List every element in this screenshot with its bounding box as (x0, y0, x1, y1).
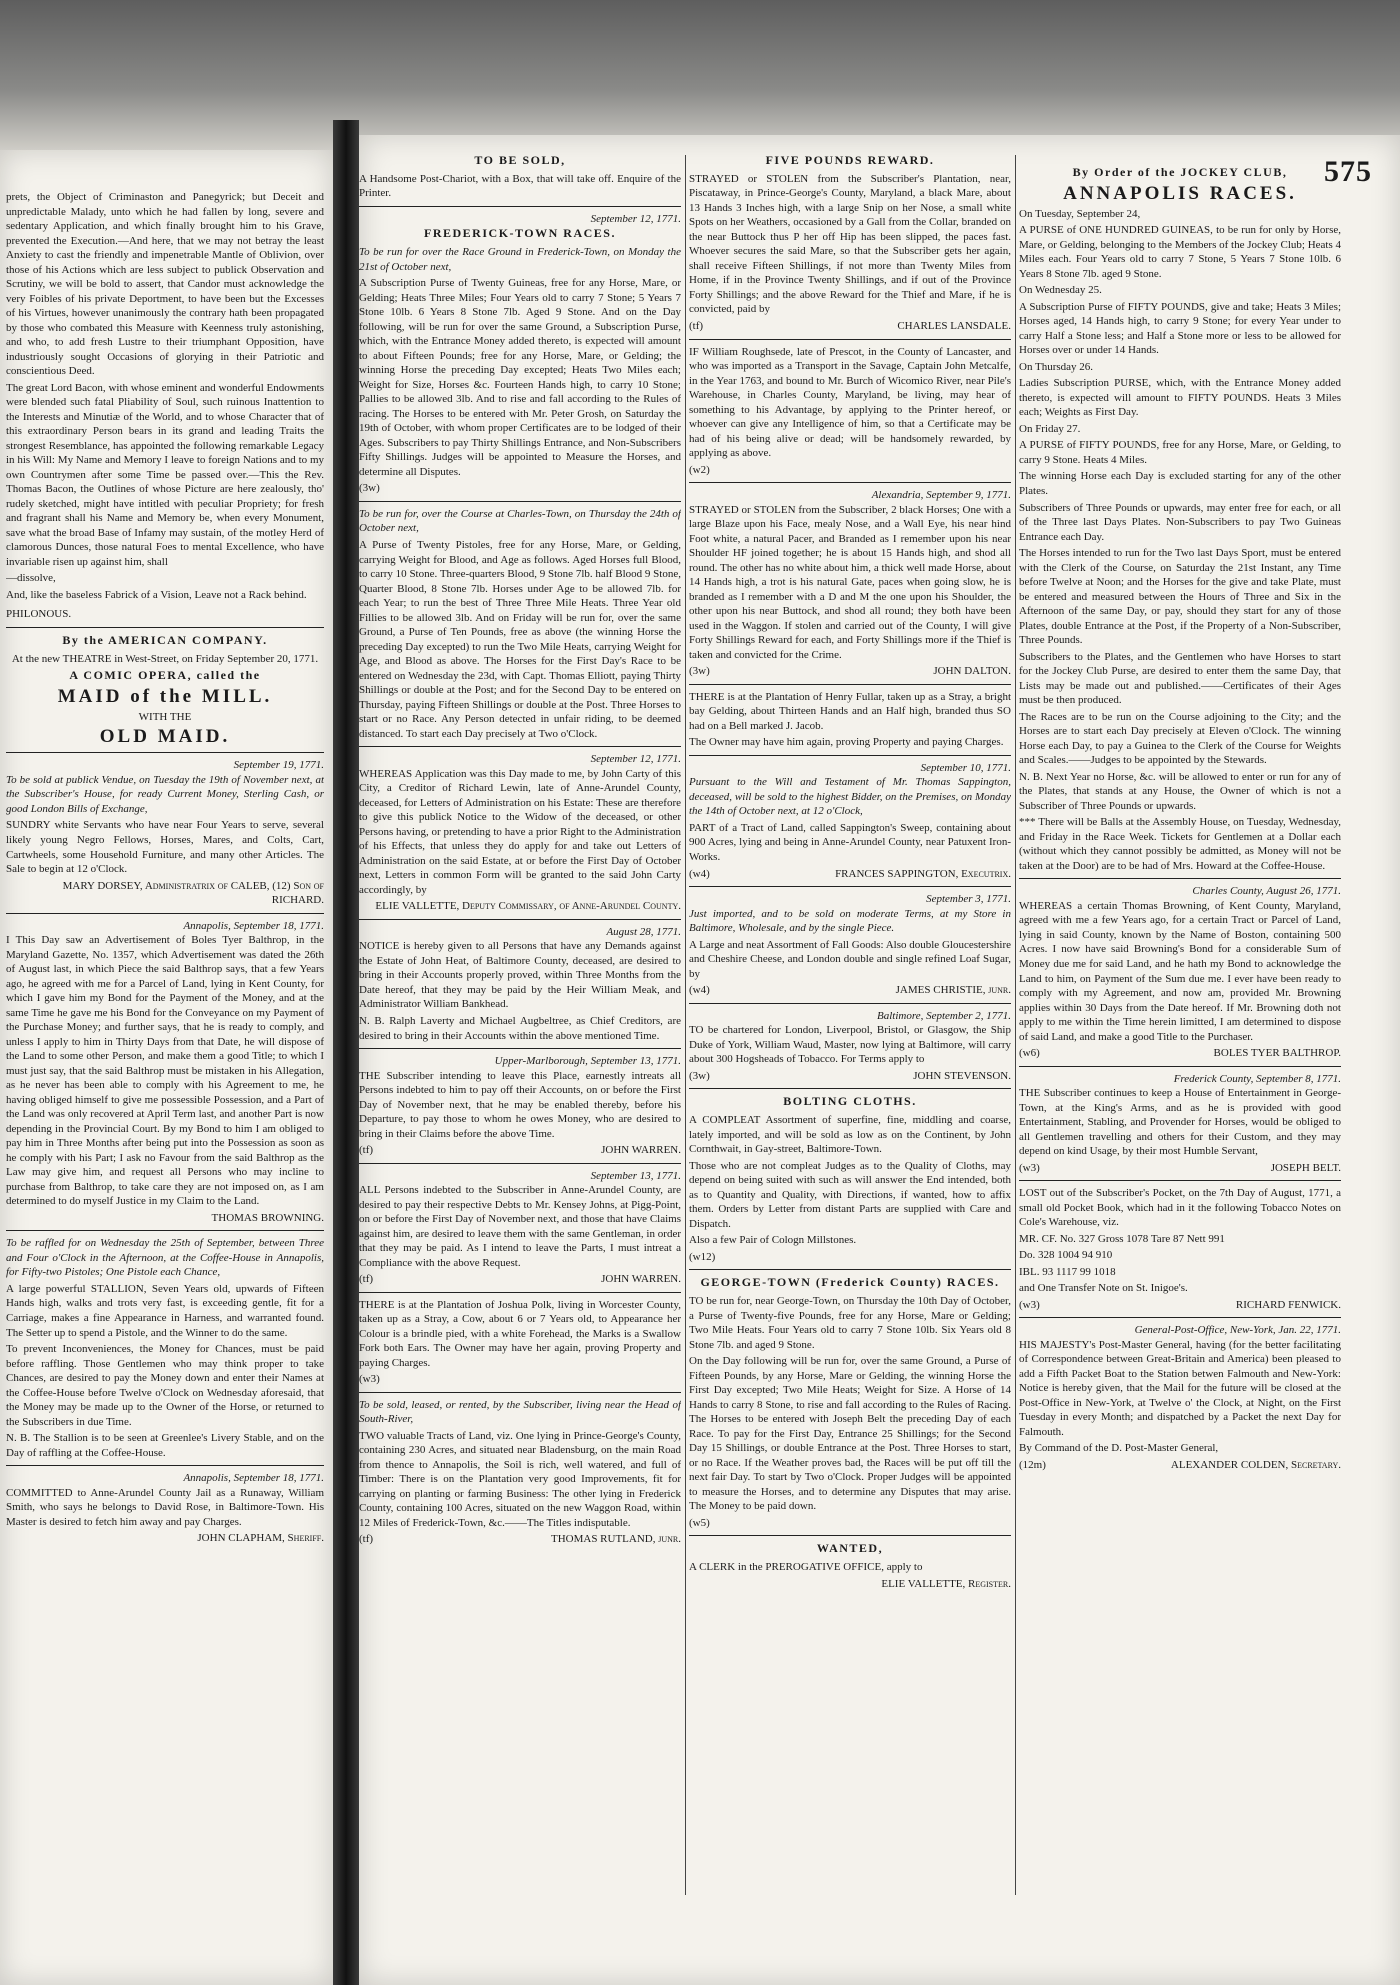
ad-paragraph: Subscribers to the Plates, and the Gentlemen who have Horses to start for the Jockey Club Purse, are desired to enter them the same Day, that Lists may be made out and published.——Certificates of their Ages must be then produced. (1019, 650, 1341, 707)
ad-signature: ELIE VALLETTE, Deputy Commissary, of Anne-Arundel County. (375, 900, 681, 913)
ad-paragraph: MR. CF. No. 327 Gross 1078 Tare 87 Nett 991 (1019, 1232, 1225, 1245)
ad-heading: TO BE SOLD, (474, 153, 566, 167)
separator-rule (689, 1088, 1011, 1089)
separator-rule (359, 1392, 681, 1393)
ad-paragraph: WHEREAS Application was this Day made to me, by John Carty of this City, a Creditor of Richard Lewin, late of Anne-Arundel County, deceased, for Letters of Administration on his Estate: These are therefore to give this publick Notice to the Widow of the deceased, or other Persons having, or pretending to have a prior Right to the Administration of his Effects, that unless they do apply for and take out Letters of Administration on the said Estate, at or before the First Day of October next, Letters in common Form will be granted to the said John Carty accordingly, by (359, 767, 681, 896)
ad-paragraph: A Subscription Purse of Twenty Guineas, free for any Horse, Mare, or Gelding; Heats Three Miles; Four Years old to carry 7 Stone; 5 Years 7 Stone 10lb. 6 Years 8 Stone 7lb. Aged 9 Stone. And on the Day following, will be run for over the same Ground, a Subscription Purse, which, with the Entrance Money added thereto, is expected will amount to about Fifteen Pounds; free for any Horse, Mare, or Gelding; the winning Horse the preceding Day excepted; Heats Two Miles each; Weight for Size, Horses &c. Fourteen Hands high, to carry 10 Stone; Pallies to be allowed 3lb. And to rise and fall according to the Rules of racing. The Horses to be entered with Mr. Peter Grosh, on Saturday the 19th of October, with whom proper Certificates are to be lodged of their Ages. Subscribers to pay Thirty Shillings Entrance, and Non-Subscribers Fifty Shillings. Judges will be appointed to Measure the Horses, and determine all Disputes. (359, 277, 681, 478)
ad-footer (359, 899, 681, 914)
ad-tag: (tf) (689, 319, 704, 332)
advertisement (359, 212, 681, 496)
ad-signature: JOHN WARREN. (601, 1144, 681, 1157)
advertisement (689, 345, 1011, 478)
separator-rule (689, 339, 1011, 340)
separator-rule (359, 746, 681, 747)
ad-tag: (w3) (1019, 1298, 1040, 1311)
advertisement (359, 1169, 681, 1287)
ad-footer (689, 1577, 1011, 1592)
ad-footer (6, 1211, 324, 1226)
ad-paragraph: Do. 328 1004 94 910 (1019, 1249, 1113, 1262)
ad-paragraph: A large powerful STALLION, Seven Years old, upwards of Fifteen Hands high, walks and trots very fast, is exceeding gentle, fit for a Carriage, makes a fine Appearance in Harness, and warranted found. The Setter up to spend a Pistole, and the Winner to do the same. (6, 1282, 324, 1339)
separator-rule (359, 1048, 681, 1049)
ad-date: September 3, 1771. (926, 893, 1011, 906)
ad-paragraph: PART of a Tract of Land, called Sappington's Sweep, containing about 900 Acres, lying and being in Anne-Arundel County, near Patuxent Iron-Works. (689, 821, 1011, 863)
advertisement (6, 1236, 324, 1460)
ad-date: September 12, 1771. (590, 212, 681, 225)
ad-footer (6, 1531, 324, 1546)
ad-footer (689, 1516, 1011, 1531)
advertisement (359, 1398, 681, 1547)
theatre-comic: A COMIC OPERA, called the (69, 668, 261, 683)
separator-rule (359, 1163, 681, 1164)
ad-tag: (w2) (689, 463, 710, 476)
ad-paragraph: SUNDRY white Servants who have near Four Years to serve, several likely young Negro Fellows, Horses, Mares, and Colts, Cart, Cartwheels, some Household Furniture, and many other Articles. The Sale to begin at 12 o'Clock. (6, 819, 324, 876)
separator-rule (359, 1292, 681, 1293)
essay-text (6, 190, 324, 602)
advertisement (689, 1541, 1011, 1591)
advertisement (6, 758, 324, 907)
paragraph: prets, the Object of Criminaston and Panegyrick; but Deceit and unpredictable Malady, unto which he had fallen by long, severe and sedentary Application, and which finally brought him to his Grave, prevented the Execution.—And here, that we may not betray the least Anxiety to cast the friendly and impenetrable Mantle of Oblivion, over those of his Actions which are less subject to publick Observation and Scrutiny, we will be bold to assert, that Candor must acknowledge the very Foibles of his private Deportment, to have been but the Excesses of his Virtues, however unanimously the contrary hath been propagated by those who combated this Measure with Keenness truly astonishing, and who, to add fresh Lustre to their triumphant Opposition, have industriously sought Occasions of glorying in their Patriotic and conscientious Deed. (6, 191, 324, 378)
ad-footer (689, 1250, 1011, 1265)
ad-tag: (w4) (689, 867, 710, 880)
ad-paragraph: IF William Roughsede, late of Prescot, in the County of Lancaster, and who was imported as a Transport in the Savage, Captain John Metcalfe, in the Year 1763, and bound to Mr. Burch of Wicomico River, near Pile's Warehouse, in Charles County, Maryland, be living, may hear of something to his Advantage, by applying to the Printer hereof, or whoever can give any Intelligence of him, so that a Certificate may be had of his being alive or dead; will be handsomely rewarded, by applying as above. (689, 345, 1011, 460)
ad-date: Upper-Marlborough, September 13, 1771. (494, 1055, 681, 1068)
advertisement (359, 925, 681, 1043)
ad-paragraph: THERE is at the Plantation of Joshua Polk, living in Worcester County, taken up as a Stray, a Cow, about 6 or 7 Years old, to Appearance her Colour is a brindle pied, with a white Forehead, the Marks is a Swallow Fork both Ears. The Owner may have her again, proving Property and paying Charges. (359, 1298, 681, 1369)
theatre-title-2: OLD MAID. (99, 725, 231, 747)
separator-rule (689, 482, 1011, 483)
separator-rule (1019, 878, 1341, 879)
ad-paragraph: Subscribers of Three Pounds or upwards, may enter free for each, or all of the Three last Days Plates. Non-Subscribers to pay Two Guineas Entrance each Day. (1019, 501, 1341, 543)
ad-tag: (tf) (359, 1533, 374, 1546)
right-page (359, 135, 1400, 1985)
ad-tag: (3w) (689, 1069, 710, 1082)
ad-paragraph: TO be run for, near George-Town, on Thursday the 10th Day of October, a Purse of Twenty-five Pounds, free for any Horse, Mare or Gelding; Two Mile Heats. Four Years old to carry 7 Stone 10lb. Six Years old 8 Stone 7lb. and aged 9 Stone. (689, 1295, 1011, 1351)
advertisement (6, 1471, 324, 1546)
separator-rule (689, 1535, 1011, 1536)
ad-paragraph: N. B. Next Year no Horse, &c. will be allowed to enter or run for any of the Plates, that stands at any House, the Owner of which is not a Subscriber of Three Pounds or upwards. (1019, 770, 1341, 812)
ad-tag: (w3) (359, 1373, 380, 1386)
paragraph: The great Lord Bacon, with whose eminent and wonderful Endowments were blended such fatal Pliability of Soul, such ruinous Inattention to the Interests and Minutiæ of the World, and to whose Character that of this extraordinary Person bears in its grand and leading Traits the strongest Resemblance, has appointed the following remarkable Legacy in his Will: My Name and Memory I leave to foreign Nations and to my own Countrymen after some Time be passed over.—This the Rev. Thomas Bacon, the Outlines of whose Picture are here zealously, tho' rudely sketched, might have intitled with peculiar Propriety; for fresh and fragrant shall his Name and Memory be, when every Monument, save what the broad Base of Infamy may sustain, of the motley Herd of clamorous Dunces, those natural Foes to mental Excellence, who have invariable risen up against him, shall (6, 381, 324, 568)
ad-footer (1019, 1298, 1341, 1313)
ad-tag: (w12) (689, 1250, 716, 1263)
ad-paragraph: On Wednesday 25. (1019, 284, 1102, 297)
ad-footer (359, 481, 681, 496)
ad-paragraph: To prevent Inconveniences, the Money for Chances, must be paid before raffling. Those Gentlemen who may think proper to take Chances, are desired to pay the Money down and enter their Names at the Coffee-House before Twelve o'Clock on Wednesday aforesaid, that the Money may be made up to the Owner of the Horse, or returned to the Subscribers in due Time. (6, 1343, 324, 1428)
ad-signature: FRANCES SAPPINGTON, Executrix. (835, 867, 1011, 880)
ad-paragraph: NOTICE is hereby given to all Persons that have any Demands against the Estate of John Heat, of Baltimore County, deceased, are desired to bring in their Accounts properly proved, within Three Months from the Date hereof, that they may be paid by the Heir William Meak, and Administrator William Bankhead. (359, 940, 681, 1011)
ad-paragraph: N. B. The Stallion is to be seen at Greenlee's Livery Stable, and on the Day of raffling at the Coffee-House. (6, 1432, 324, 1459)
ad-date: Annapolis, September 18, 1771. (183, 1472, 324, 1485)
ad-footer (1019, 1046, 1341, 1061)
advertisement (689, 1009, 1011, 1084)
advertisement (1019, 884, 1341, 1060)
ad-tag: (tf) (359, 1273, 374, 1286)
paragraph: —dissolve, (6, 572, 56, 585)
ad-date: Baltimore, September 2, 1771. (876, 1009, 1011, 1022)
ad-signature: JOSEPH BELT. (1270, 1161, 1341, 1174)
left-page-column (6, 190, 324, 1950)
ad-paragraph: THE Subscriber intending to leave this Place, earnestly intreats all Persons indebted to him to pay off their Accounts, on or before the First Day of November next, that he may be enabled thereby, before his Departure, to pay those to whom he owes Money, who are desired to bring in their Claims before the above Time. (359, 1069, 681, 1140)
ad-paragraph: A PURSE of FIFTY POUNDS, free for any Horse, Mare, or Gelding, to carry 9 Stone. Heats 4 Miles. (1019, 439, 1341, 466)
signature: PHILONOUS. (6, 608, 72, 621)
ad-paragraph: A Large and neat Assortment of Fall Goods: Also double Gloucestershire and Cheshire Cheese, and London double and single refined Loaf Sugar, by (689, 938, 1011, 980)
separator-rule (6, 913, 324, 914)
ad-date: August 28, 1771. (606, 925, 681, 938)
separator-rule (6, 1465, 324, 1466)
ad-paragraph: WHEREAS a certain Thomas Browning, of Kent County, Maryland, agreed with me a few Years ago, for a certain Tract or Parcel of Land, lying in said County, known by the Name of Boston, containing 500 Acres. I now have said Browning's Bond for a considerable Sum of Money due me for said Land, and he hath my Bond to acknowledge the Land to him, on Payment of the Sum due me. I ever have been ready to comply with my Agreement, and now am, provided Mr. Browning applies within 30 Days from the Date hereof. If Mr. Browning doth not apply to me within the Time herein limitted, I am determined to dispose of said Land, and make a good Title to the Purchaser. (1019, 899, 1341, 1043)
ad-signature: THOMAS RUTLAND, junr. (550, 1533, 681, 1546)
ad-paragraph: HIS MAJESTY's Post-Master General, having (for the better facilitating of Correspondence between Great-Britain and America) been pleased to add a Fifth Packet Boat to the Station betwen Falmouth and New-York: Notice is hereby given, that the Mail for the future will be closed at the Post-Office in New-York, at Twelve o' the Clock, at Night, on the First Tuesday in every Month; and dispatched by a Packet the next Day for Falmouth. (1019, 1338, 1341, 1438)
ad-footer (689, 664, 1011, 679)
ad-signature: RICHARD FENWICK. (1235, 1298, 1341, 1311)
ad-signature: JOHN WARREN. (601, 1273, 681, 1286)
theatre-notice (6, 633, 324, 747)
ad-date: September 10, 1771. (920, 761, 1011, 774)
theatre-venue: At the new THEATRE in West-Street, on Friday September 20, 1771. (11, 652, 319, 665)
advertisement (359, 507, 681, 741)
advertisement (1019, 1072, 1341, 1176)
theatre-with: WITH THE (138, 711, 192, 724)
ad-footer (689, 867, 1011, 882)
ad-paragraph: IBL. 93 1117 99 1018 (1019, 1265, 1116, 1278)
ad-footer (689, 983, 1011, 998)
ad-paragraph: STRAYED or STOLEN from the Subscriber's Plantation, near, Piscataway, in Prince-George's County, Maryland, a black Mare, about 13 Hands 3 Inches high, with a large Snip on her Nose, a small white Spots on her Weathers, occasioned by a Gall from the Collar, branded on the near Buttock thus P her off Hip has been slipped, the paces fast. Whoever secures the said Mare, so that the Subscriber gets her again, shall receive Fifteen Shillings, if not more than Twenty Miles from Home, if in the Province Twenty Shillings, and if out of the Province Forty Shillings; and the above Reward for the Thief and Mare, if he is convicted, paid by (689, 172, 1011, 316)
ad-lead: Pursuant to the Will and Testament of Mr. Thomas Sappington, deceased, will be sold to the highest Bidder, on the Premises, on Monday the 14th of October next, at 12 o'Clock, (689, 776, 1011, 818)
ad-date: Alexandria, September 9, 1771. (871, 489, 1011, 502)
ad-footer (1019, 1161, 1341, 1176)
advertisement (359, 752, 681, 914)
left-page (0, 150, 333, 1985)
ad-paragraph: The Races are to be run on the Course adjoining to the City; and the Horses are to start each Day precisely at Eleven o'Clock. The winning Horse each Day, to pay a Guinea to the Clerk of the Course for Weights and Scales.——Judges to be appointed by the Stewards. (1019, 710, 1341, 767)
ad-paragraph: A Subscription Purse of FIFTY POUNDS, give and take; Heats 3 Miles; Horses aged, 14 Hands high, to carry 9 Stone; for every Year under to carry Half a Stone less; and Half a Stone more or less to be allowed for Horses over or under 14 Hands. (1019, 300, 1341, 357)
ad-heading: By Order of the JOCKEY CLUB, (1072, 165, 1288, 179)
advertisement (689, 690, 1011, 750)
ad-signature: ALEXANDER COLDEN, Secretary. (1170, 1458, 1341, 1471)
advertisement (359, 1054, 681, 1158)
ad-paragraph: On Thursday 26. (1019, 360, 1094, 373)
ad-paragraph: STRAYED or STOLEN from the Subscriber, 2 black Horses; One with a large Blaze upon his Face, mealy Nose, and a Wall Eye, his near hind Foot white, a natural Pacer, and Branded as I remember upon his near Shoulder HF joined together; he is about 15 Hands high, and shod all round. The other has no white about him, a thick well made Horse, about 14 Hands high, a trot is his natural Gate, paces when going slow, he is branded as I remember with a D and M the one upon his Shoulder, the other upon his near Buttock, and shod all round; they both have been used in the Waggon. If stolen and carried out of the County, I will give Forty Shillings Reward for each, and Forty Shillings more if the Thief is taken and convicted for the Crime. (689, 503, 1011, 661)
ad-paragraph: A CLERK in the PREROGATIVE OFFICE, apply to (689, 1561, 923, 1574)
ad-date: September 12, 1771. (590, 753, 681, 766)
ad-footer (6, 879, 324, 908)
ad-signature: BOLES TYER BALTHROP. (1213, 1047, 1341, 1060)
separator-rule (359, 206, 681, 207)
ad-footer (689, 319, 1011, 334)
ad-paragraph: On Friday 27. (1019, 422, 1081, 435)
ad-date: September 19, 1771. (233, 759, 324, 772)
advertisement (6, 919, 324, 1226)
ad-tag: (3w) (689, 665, 710, 678)
ad-paragraph: The Owner may have him again, proving Property and paying Charges. (689, 736, 1004, 749)
advertisement (689, 488, 1011, 679)
page-number: 575 (1324, 155, 1372, 188)
ad-paragraph: On Tuesday, September 24, (1019, 207, 1141, 220)
ad-title: ANNAPOLIS RACES. (1063, 182, 1297, 204)
ad-paragraph: *** There will be Balls at the Assembly House, on Tuesday, Wednesday, and Friday in the Race Week. Tickets for Gentlemen at a Dollar each (without which they cannot possibly be admitted, as Money will not be taken at the Door) are to be had of Mrs. Howard at the Coffee-House. (1019, 816, 1341, 872)
ad-paragraph: TWO valuable Tracts of Land, viz. One lying in Prince-George's County, containing 230 Acres, and situated near Bladensburg, on the main Road from thence to Annapolis, the Soil is rich, well watered, and full of Timber: There is on the Plantation very good Improvements, fit for carrying on planting or farming Business: The other lying in Frederick County, containing 100 Acres, situated on the new Waggon Road, within 12 Miles of Frederick-Town, &c.——The Titles indisputable. (359, 1429, 681, 1529)
ad-paragraph: On the Day following will be run for, over the same Ground, a Purse of Fifteen Pounds, by any Horse, Mare or Gelding, the winning Horse the First Day excepted; Two Mile Heats; Weight for Size. A Horse of 14 Hands to carry 8 Stone, to rise and fall according to the Rules of Racing. The Horses to be entered with Joseph Belt the preceding Day of each Race. To pay for the First Day, Entrance 25 Shillings; for the Second Day 15 Shillings, or double Entrance at the Post. Three Horses to start, or no Race. If the Weather proves bad, the Races will be put off till the next fair Day. To start by Two o'Clock. Proper Judges will be appointed to measure the Horses, and to determine any Disputes that may arise. The Money to be paid down. (689, 1355, 1011, 1513)
ad-paragraph: and One Transfer Note on St. Inigoe's. (1019, 1282, 1188, 1295)
ad-lead: To be run for, over the Course at Charles-Town, on Thursday the 24th of October next, (359, 507, 681, 535)
separator-rule (6, 752, 324, 753)
paragraph: And, like the baseless Fabrick of a Vision, Leave not a Rack behind. (6, 588, 307, 601)
ad-paragraph: I This Day saw an Advertisement of Boles Tyer Balthrop, in the Maryland Gazette, No. 1357, which Advertisement was dated the 26th of August last, in which Piece the said Balthrop says, that a few Years ago, he agreed with me for a Parcel of Land, lying in Kent County, for which I gave him my Bond for the Payment of the Money, and at the same Time he gave me his Bond for the Conveyance on my Payment of the Purchase Money; and further says, that he is ready to comply, and unless I apply to him in Thirty Days from that Date, he will dispose of the Land to some other Person, and make them a good Title; to which I must just say, that the said Balthrop must be mistaken in his Allegation, as he never has been able to comply with his Agreement to me, he having obliged himself to give me possessible Possession, and a Part of the Land was only recovered at April Term last, and another Part is now depending in the Provincial Court. By my Bond to him I am obliged to pay him in Three Months after being put into the Possession as soon as he comply with his Part; I ask no Favour from the said Balthrop as the Law may give him, and request all Persons who may incline to purchase from Balthrop, to take care they are not imposed on, as I am determined to do myself Justice in my Claim to the Land. (6, 934, 324, 1208)
ad-lead: To be run for over the Race Ground in Frederick-Town, on Monday the 21st of October next, (359, 246, 681, 273)
separator-rule (689, 1269, 1011, 1270)
ad-paragraph: Also a few Pair of Cologn Millstones. (689, 1234, 857, 1247)
right-page-column-3 (1019, 165, 1341, 1925)
ad-paragraph: ALL Persons indebted to the Subscriber in Anne-Arundel County, are desired to pay their respective Debts to Mr. Kensey Johns, at Pigg-Point, on or before the First Day of November next, and those that have Claims against him, are desired to leave them with the same Gentleman, in order that they may be paid. As I intend to leave the Parts, I must intreat a Compliance with the above Request. (359, 1184, 681, 1269)
ad-signature: CHARLES LANSDALE. (897, 319, 1011, 332)
separator-rule (359, 919, 681, 920)
ad-paragraph: Those who are not compleat Judges as to the Quality of Cloths, may depend on being suited with such as will answer the End intended, both as to Quantity and Quality, with Directions, if wanted, how to affix them. Orders by Letter from distant Parts are supplied with Care and Dispatch. (689, 1159, 1011, 1230)
separator-rule (1019, 1180, 1341, 1181)
ad-date: September 13, 1771. (590, 1169, 681, 1182)
ad-paragraph: TO be chartered for London, Liverpool, Bristol, or Glasgow, the Ship Duke of York, William Waud, Master, now lying at Baltimore, will carry about 300 Hogsheads of Tobacco. For Terms apply to (689, 1024, 1011, 1066)
advertisement (689, 892, 1011, 998)
ad-signature: MARY DORSEY, Administratrix of CALEB, (12) Son of RICHARD. (62, 879, 324, 907)
ad-footer (359, 1532, 681, 1547)
ad-signature: ELIE VALLETTE, Register. (881, 1577, 1011, 1590)
ad-tag: (w6) (1019, 1047, 1040, 1060)
separator-rule (1019, 1317, 1341, 1318)
separator-rule (689, 684, 1011, 685)
ad-footer (359, 1143, 681, 1158)
separator-rule (6, 627, 324, 628)
ad-tag: (w3) (1019, 1161, 1040, 1174)
ad-paragraph: LOST out of the Subscriber's Pocket, on the 7th Day of August, 1771, a small old Pocket Book, which had in it the following Tobacco Notes on Cole's Warehouse, viz. (1019, 1187, 1341, 1229)
ad-heading: GEORGE-TOWN (Frederick County) RACES. (700, 1275, 1000, 1290)
advertisement (1019, 1323, 1341, 1472)
advertisement (689, 761, 1011, 881)
ad-lead: To be sold, leased, or rented, by the Subscriber, living near the Head of South-River, (359, 1398, 681, 1426)
ad-signature: THOMAS BROWNING. (211, 1211, 324, 1224)
ad-footer (359, 1272, 681, 1287)
ad-tag: (w5) (689, 1516, 710, 1529)
ad-tag: (12m) (1019, 1458, 1046, 1471)
ad-paragraph: COMMITTED to Anne-Arundel County Jail as a Runaway, William Smith, who says he belongs to David Rose, in Baltimore-Town. His Master is desired to fetch him away and pay Charges. (6, 1486, 324, 1528)
ad-signature: JOHN DALTON. (933, 665, 1011, 678)
advertisement (689, 1275, 1011, 1530)
right-page-column-1 (359, 153, 681, 1913)
ad-tag: (3w) (359, 482, 380, 495)
ad-heading: FREDERICK-TOWN RACES. (424, 226, 616, 241)
ad-heading: FIVE POUNDS REWARD. (765, 153, 935, 167)
column-rule (685, 155, 686, 1895)
ad-paragraph: A PURSE of ONE HUNDRED GUINEAS, to be run for only by Horse, Mare, or Gelding, belonging to the Members of the Jockey Club; Heats 4 Miles each. Four Years old to carry 7 Stone, 5 Years 7 Stone 10lb. 6 Years 8 Stone 7lb. aged 9 Stone. (1019, 224, 1341, 280)
advertisement (689, 1094, 1011, 1264)
ad-paragraph: The winning Horse each Day is excluded starting for any of the other Plates. (1019, 470, 1341, 497)
ad-heading: BOLTING CLOTHS. (783, 1094, 917, 1109)
ad-signature: JOHN STEVENSON. (913, 1069, 1011, 1082)
advertisement (359, 153, 681, 201)
ad-date: Annapolis, September 18, 1771. (183, 919, 324, 932)
ad-paragraph: THERE is at the Plantation of Henry Fullar, taken up as a Stray, a bright bay Gelding, about Thirteen Hands and an Half high, branded thus SO had on a Bell marked J. Jacob. (689, 690, 1011, 732)
ad-lead: To be sold at publick Vendue, on Tuesday the 19th of November next, at the Subscriber's House, for ready Current Money, Sterling Cash, or good London Bills of Exchange, (6, 773, 324, 815)
ad-date: Charles County, August 26, 1771. (1192, 885, 1341, 898)
ad-footer (1019, 1458, 1341, 1473)
ad-date: General-Post-Office, New-York, Jan. 22, 1771. (1134, 1324, 1341, 1337)
column-rule (1015, 155, 1016, 1895)
ad-paragraph: The Horses intended to run for the Two last Days Sport, must be entered with the Clerk of the Course, on Saturday the 21st Instant, any Time before Twelve at Noon; and the Horses for the give and take Plate, must be entered and measured between the Hours of Three and Six in the Afternoon of the same Day, or pay, should they start for any of those Plates, double Entrance at the Post, if the Property of a Non-Subscriber, Three Pounds. (1019, 547, 1341, 647)
separator-rule (1019, 1066, 1341, 1067)
theatre-company: By the AMERICAN COMPANY. (62, 632, 268, 647)
ad-tag: (w4) (689, 984, 710, 997)
ad-paragraph: N. B. Ralph Laverty and Michael Augbeltree, as Chief Creditors, are desired to bring in their Accounts within the above mentioned Time. (359, 1014, 681, 1042)
ad-paragraph: A Handsome Post-Chariot, with a Box, that will take off. Enquire of the Printer. (359, 172, 681, 200)
ad-date: Frederick County, September 8, 1771. (1173, 1072, 1341, 1085)
ad-footer (359, 1372, 681, 1387)
ad-footer (689, 463, 1011, 478)
advertisement (359, 1298, 681, 1387)
ad-tag: (tf) (359, 1144, 374, 1157)
separator-rule (689, 1003, 1011, 1004)
ad-signature: JOHN CLAPHAM, Sheriff. (197, 1532, 324, 1545)
advertisement (689, 153, 1011, 334)
ad-paragraph: A Purse of Twenty Pistoles, free for any Horse, Mare, or Gelding, carrying Weight for Blood, and Age as follows. Aged Horses full Blood, to carry 10 Stone. Three-quarters Blood, 9 Stone 7lb. half Blood 9 Stone, Quarter Blood, 8 Stone 7lb. Horses under Age to be allowed 7lb. for each Year; to run the best of Three Three Mile Heats. Three Year old Fillies to be allowed 3lb. And on Friday will be run for, over the same Ground, a Purse of Ten Pounds, free as above (the winning Horse the preceding Day excepted) to run the Two Mile Heats, carrying Weight for Age, and Blood as above. The Horses for the First Day's Race to be entered on Wednesday the 23d, with Capt. Thomas Elliott, paying Thirty Shillings or double at the Post; and for the Second Day to be entered on Thursday, paying Fifteen Shillings or double at the Post. Three Horses to start or no Race. Any Person detected in unfair riding, to be deemed distanced. To start each Day precisely at Two o'Clock. (359, 539, 681, 740)
ad-signature: JAMES CHRISTIE, junr. (895, 984, 1011, 997)
ad-paragraph: A COMPLEAT Assortment of superfine, fine, middling and coarse, lately imported, and will be sold as low as on the Continent, by John Cornthwait, in Gay-street, Baltimore-Town. (689, 1114, 1011, 1156)
theatre-title: MAID of the MILL. (57, 686, 273, 708)
separator-rule (689, 886, 1011, 887)
ad-heading: WANTED, (816, 1541, 884, 1556)
right-page-column-2 (689, 153, 1011, 1913)
ad-paragraph: Ladies Subscription PURSE, which, with the Entrance Money added thereto, is expected will amount to FIFTY POUNDS. Heats 3 Miles each; Weights as First Day. (1019, 377, 1341, 419)
scan-top-background (0, 0, 1400, 150)
ad-lead: To be raffled for on Wednesday the 25th of September, between Three and Four o'Clock in the Afternoon, at the Coffee-House in Annapolis, for Fifty-two Pistoles; One Pistole each Chance, (6, 1237, 324, 1279)
advertisement (1019, 1186, 1341, 1312)
separator-rule (6, 1230, 324, 1231)
book-spine (333, 120, 359, 1985)
ad-footer (689, 1069, 1011, 1084)
ad-paragraph: By Command of the D. Post-Master General, (1019, 1442, 1219, 1455)
ad-lead: Just imported, and to be sold on moderate Terms, at my Store in Baltimore, Wholesale, and by the single Piece. (689, 907, 1011, 935)
advertisement (1019, 165, 1341, 873)
ad-paragraph: THE Subscriber continues to keep a House of Entertainment in George-Town, at the King's Arms, and as he is provided with good Entertainment, Stabling, and Provender for Horses, would be obliged to all Gentlemen travelling and others for their Custom, and they may depend on kind Usage, by their most Humble Servant, (1019, 1087, 1341, 1158)
separator-rule (359, 501, 681, 502)
separator-rule (689, 755, 1011, 756)
